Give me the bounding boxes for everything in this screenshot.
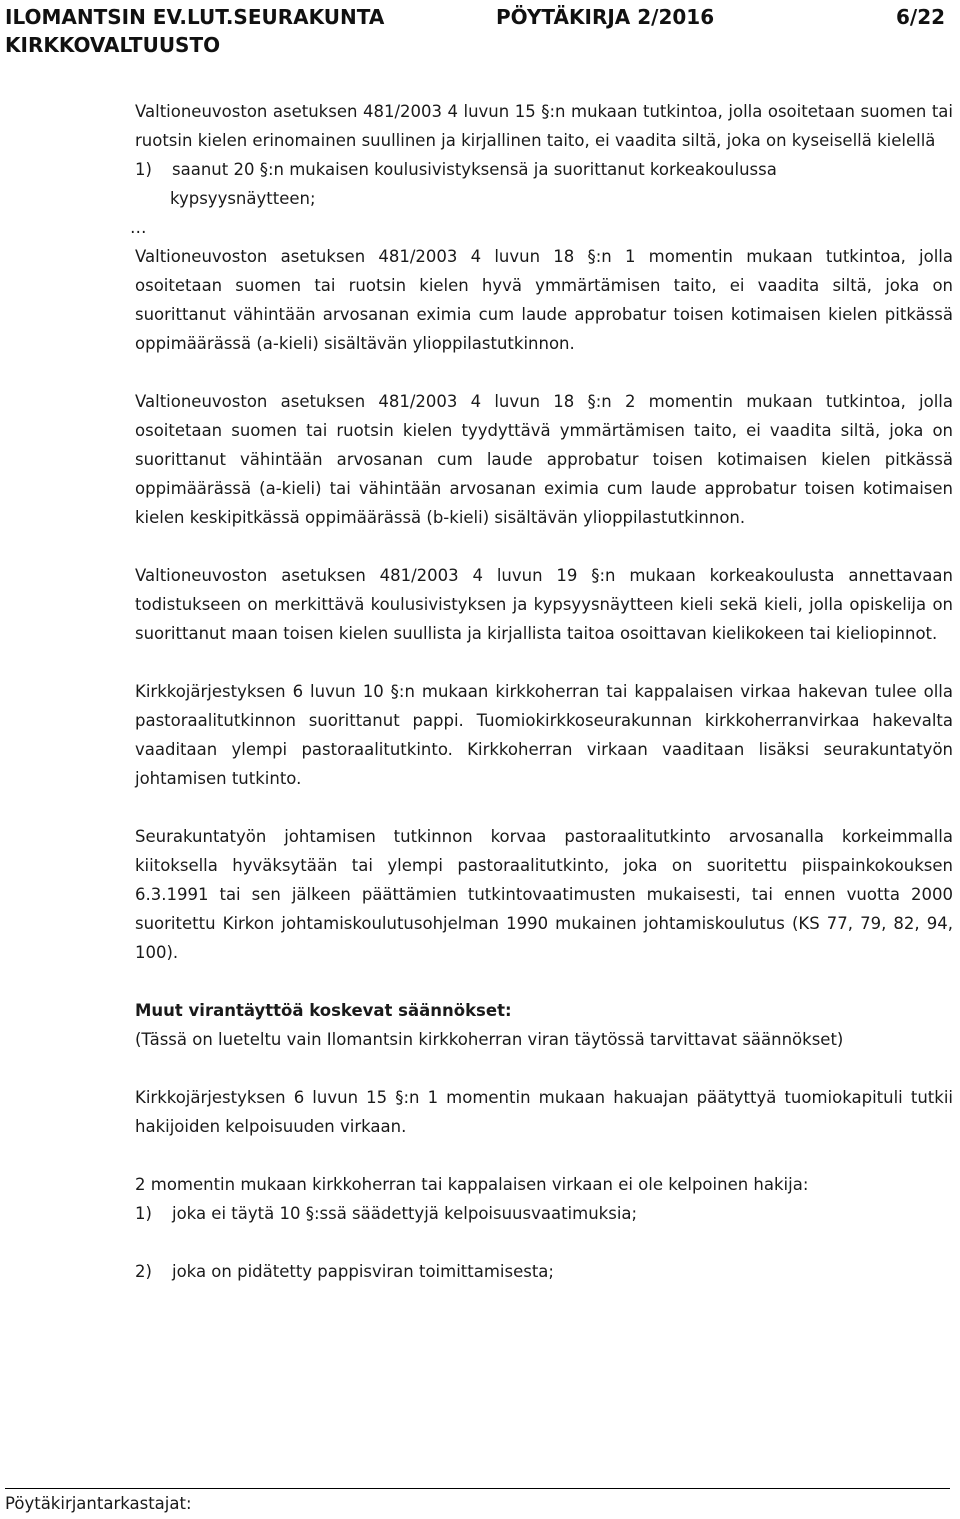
- list-item: [135, 155, 953, 184]
- list-item-number: 2): [135, 1262, 152, 1281]
- paragraph-5: Kirkkojärjestyksen 6 luvun 10 §:n mukaan kirkkoherran tai kappalaisen virkaa hakevan tulee olla pastoraalitutkinnon suorittanut pappi. Tuomiokirkkoseurakunnan kirkkoherranvirkaa hakevalta vaaditaan ylempi pastoraalitutkinto. Kirkkoherran virkaan vaaditaan lisäksi seurakuntatyön johtamisen tutkinto.: [135, 682, 953, 788]
- header-page-number: 6/22: [896, 5, 946, 29]
- header-org-body: KIRKKOVALTUUSTO: [5, 33, 221, 57]
- list-item: [135, 1199, 953, 1228]
- list-item-continuation: kypsyysnäytteen;: [170, 189, 316, 208]
- list-item-text: saanut 20 §:n mukaisen koulusivistyksensä ja suorittanut korkeakoulussa: [172, 160, 777, 179]
- paragraph-7: Kirkkojärjestyksen 6 luvun 15 §:n 1 momentin mukaan hakuajan päätyttyä tuomiokapituli tutkii hakijoiden kelpoisuuden virkaan.: [135, 1088, 953, 1136]
- paragraph-6: Seurakuntatyön johtamisen tutkinnon korvaa pastoraalitutkinto arvosanalla korkeimmalla kiitoksella hyväksytään tai ylempi pastoraalitutkinto, joka on suoritettu piispainkokouksen 6.3.1991 tai sen jälkeen päättämien tutkintovaatimusten mukaisesti, tai ennen vuotta 2000 suoritettu Kirkon johtamiskoulutusohjelman 1990 mukainen johtamiskoulutus (KS 77, 79, 82, 94, 100).: [135, 827, 953, 962]
- paragraph-8: 2 momentin mukaan kirkkoherran tai kappalaisen virkaan ei ole kelpoinen hakija:: [135, 1175, 809, 1194]
- paragraph-2: Valtioneuvoston asetuksen 481/2003 4 luvun 18 §:n 1 momentin mukaan tutkintoa, jolla osoitetaan suomen tai ruotsin kielen hyvä ymmärtämisen taito, ei vaadita siltä, joka on suorittanut vähintään arvosanan eximia cum laude approbatur toisen kotimaisen kielen pitkässä oppimäärässä (a-kieli) sisältävän ylioppilastutkinnon.: [135, 247, 953, 353]
- header-doc-title: PÖYTÄKIRJA 2/2016: [496, 5, 715, 29]
- footer-label: Pöytäkirjantarkastajat:: [5, 1494, 192, 1513]
- ellipsis: …: [130, 218, 147, 237]
- list-item-number: 1): [135, 1204, 152, 1223]
- document-body: [130, 97, 953, 1286]
- list-item-text: joka on pidätetty pappisviran toimittamisesta;: [172, 1262, 554, 1281]
- section-note: (Tässä on lueteltu vain Ilomantsin kirkkoherran viran täytössä tarvittavat säännökset): [135, 1030, 844, 1049]
- section-heading: Muut virantäyttöä koskevat säännökset:: [135, 1001, 512, 1020]
- list-item: [135, 1257, 953, 1286]
- paragraph-1: Valtioneuvoston asetuksen 481/2003 4 luvun 15 §:n mukaan tutkintoa, jolla osoitetaan suomen tai ruotsin kielen erinomainen suullinen ja kirjallinen taito, ei vaadita siltä, joka on kyseisellä kielellä: [135, 102, 953, 150]
- header-org-name: ILOMANTSIN EV.LUT.SEURAKUNTA: [5, 5, 385, 29]
- footer-divider: [5, 1488, 950, 1489]
- paragraph-3: Valtioneuvoston asetuksen 481/2003 4 luvun 18 §:n 2 momentin mukaan tutkintoa, jolla osoitetaan suomen tai ruotsin kielen tyydyttävä ymmärtämisen taito, ei vaadita siltä, joka on suorittanut vähintään arvosanan cum laude approbatur toisen kotimaisen kielen pitkässä oppimäärässä (a-kieli) tai vähintään arvosanan eximia cum laude approbatur toisen kotimaisen kielen keskipitkässä oppimäärässä (b-kieli) sisältävän ylioppilastutkinnon.: [135, 392, 953, 527]
- paragraph-4: Valtioneuvoston asetuksen 481/2003 4 luvun 19 §:n mukaan korkeakoulusta annettavaan todistukseen on merkittävä koulusivistyksen ja kypsyysnäytteen kieli sekä kieli, jolla opiskelija on suorittanut maan toisen kielen suullista ja kirjallista taitoa osoittavan kielikokeen tai kieliopinnot.: [135, 566, 953, 643]
- list-item-text: joka ei täytä 10 §:ssä säädettyjä kelpoisuusvaatimuksia;: [172, 1204, 638, 1223]
- list-item-number: 1): [135, 160, 152, 179]
